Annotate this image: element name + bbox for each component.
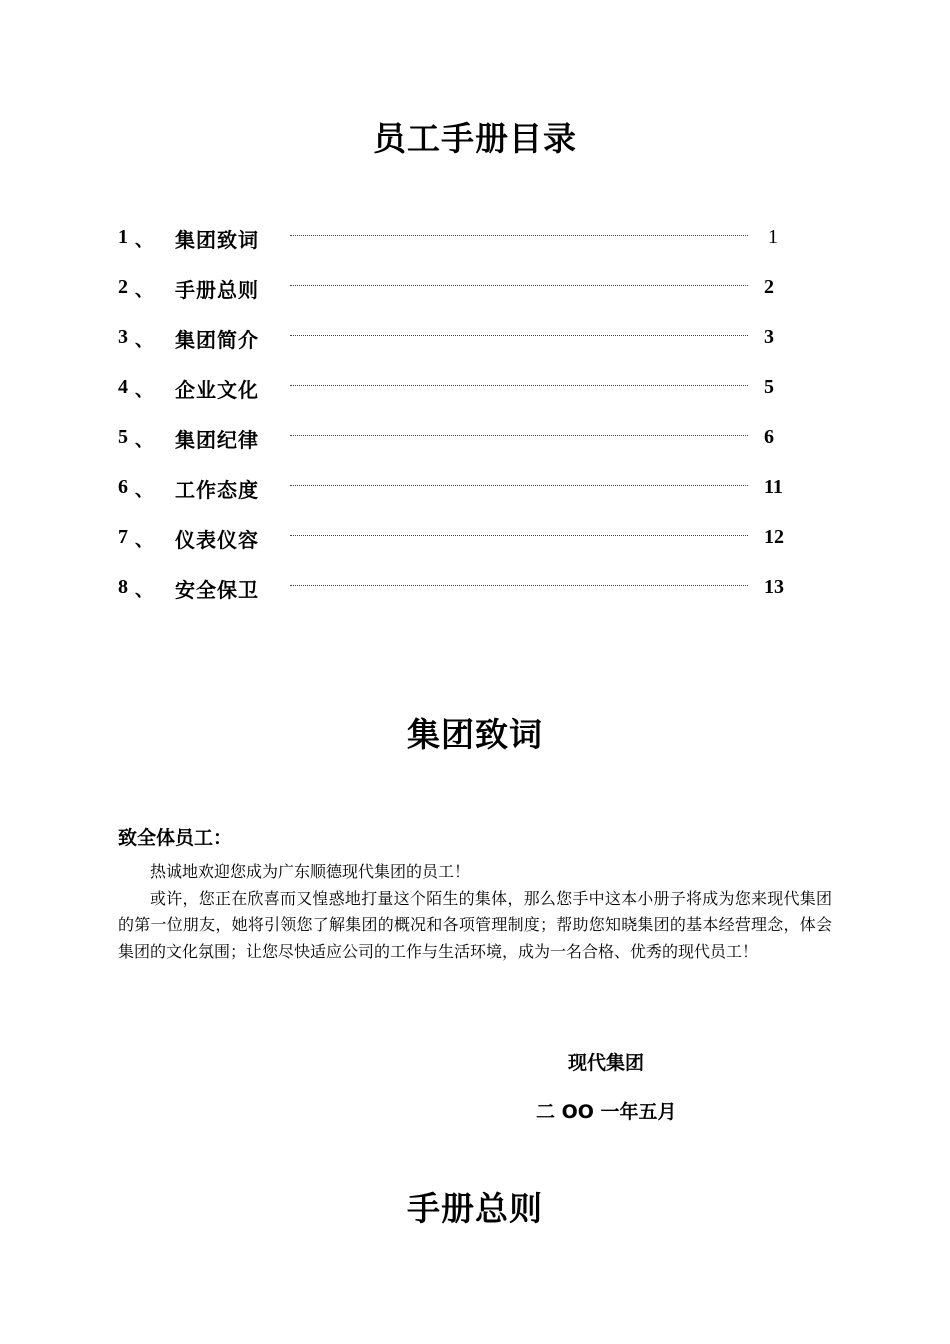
toc-entry-page: 12 bbox=[764, 526, 784, 548]
toc-entry-page: 13 bbox=[764, 576, 784, 598]
greeting-salutation: 致全体员工： bbox=[118, 827, 233, 849]
toc-entry[interactable] bbox=[118, 272, 788, 322]
letter-paragraph: 或许，您正在欣喜而又惶惑地打量这个陌生的集体，那么您手中这本小册子将成为您来现代集团的第一位朋友，她将引领您了解集团的概况和各项管理制度；帮助您知晓集团的基本经营理念，体会集团的文化氛围；让您尽快适应公司的工作与生活环境，成为一名合格、优秀的现代员工！ bbox=[118, 888, 832, 961]
toc-entry-label: 仪表仪容 bbox=[175, 528, 259, 552]
toc-entry-number: 4 bbox=[118, 376, 128, 398]
toc-entry[interactable] bbox=[118, 322, 788, 372]
toc-entry-label: 工作态度 bbox=[175, 478, 259, 502]
toc-dot-leader bbox=[290, 585, 748, 586]
toc-entry-label: 安全保卫 bbox=[175, 578, 259, 602]
toc-title: 员工手册目录 bbox=[373, 119, 577, 158]
toc-entry-number: 2 bbox=[118, 276, 128, 298]
toc-dot-leader bbox=[290, 285, 748, 286]
toc-entry-separator: 、 bbox=[135, 580, 153, 601]
toc-entry-separator: 、 bbox=[135, 530, 153, 551]
toc-dot-leader bbox=[290, 485, 748, 486]
toc-dot-leader bbox=[290, 235, 748, 236]
toc-entry-number: 3 bbox=[118, 326, 128, 348]
toc-entry-label: 手册总则 bbox=[175, 278, 259, 302]
toc-entry[interactable] bbox=[118, 522, 788, 572]
toc-entry-separator: 、 bbox=[135, 330, 153, 351]
toc-entry-separator: 、 bbox=[135, 480, 153, 501]
toc-dot-leader bbox=[290, 335, 748, 336]
toc-entry-label: 企业文化 bbox=[175, 378, 259, 402]
toc-entry-page: 2 bbox=[764, 276, 774, 298]
toc-dot-leader bbox=[290, 385, 748, 386]
toc-entry-number: 7 bbox=[118, 526, 128, 548]
toc-entry-page: 5 bbox=[764, 376, 774, 398]
greeting-letter-body bbox=[118, 859, 832, 965]
rules-section-title: 手册总则 bbox=[407, 1189, 543, 1228]
toc-entry-separator: 、 bbox=[135, 430, 153, 451]
toc-entry[interactable] bbox=[118, 222, 788, 272]
toc-entry-separator: 、 bbox=[135, 380, 153, 401]
toc-entry-separator: 、 bbox=[135, 280, 153, 301]
toc-entry[interactable] bbox=[118, 472, 788, 522]
letter-paragraph: 热诚地欢迎您成为广东顺德现代集团的员工！ bbox=[150, 862, 471, 881]
toc-entry-page: 6 bbox=[764, 426, 774, 448]
toc-entry-page: 11 bbox=[764, 476, 783, 498]
toc-entry-number: 5 bbox=[118, 426, 128, 448]
signature-date: 二 OO 一年五月 bbox=[536, 1101, 677, 1123]
toc-entry-label: 集团纪律 bbox=[175, 428, 259, 452]
toc-dot-leader bbox=[290, 535, 748, 536]
toc-entry[interactable] bbox=[118, 572, 788, 622]
toc-dot-leader bbox=[290, 435, 748, 436]
toc-entry-number: 6 bbox=[118, 476, 128, 498]
greeting-section-title: 集团致词 bbox=[407, 715, 543, 754]
toc-entry-label: 集团简介 bbox=[175, 328, 259, 352]
toc-entry[interactable] bbox=[118, 372, 788, 422]
toc-entry-label: 集团致词 bbox=[175, 228, 259, 252]
table-of-contents bbox=[118, 222, 788, 622]
toc-entry-page: 3 bbox=[764, 326, 774, 348]
toc-entry-number: 1 bbox=[118, 226, 128, 248]
toc-entry-number: 8 bbox=[118, 576, 128, 598]
signature-organization: 现代集团 bbox=[568, 1052, 645, 1074]
toc-entry-page: 1 bbox=[768, 226, 778, 248]
toc-entry[interactable] bbox=[118, 422, 788, 472]
toc-entry-separator: 、 bbox=[135, 230, 153, 251]
